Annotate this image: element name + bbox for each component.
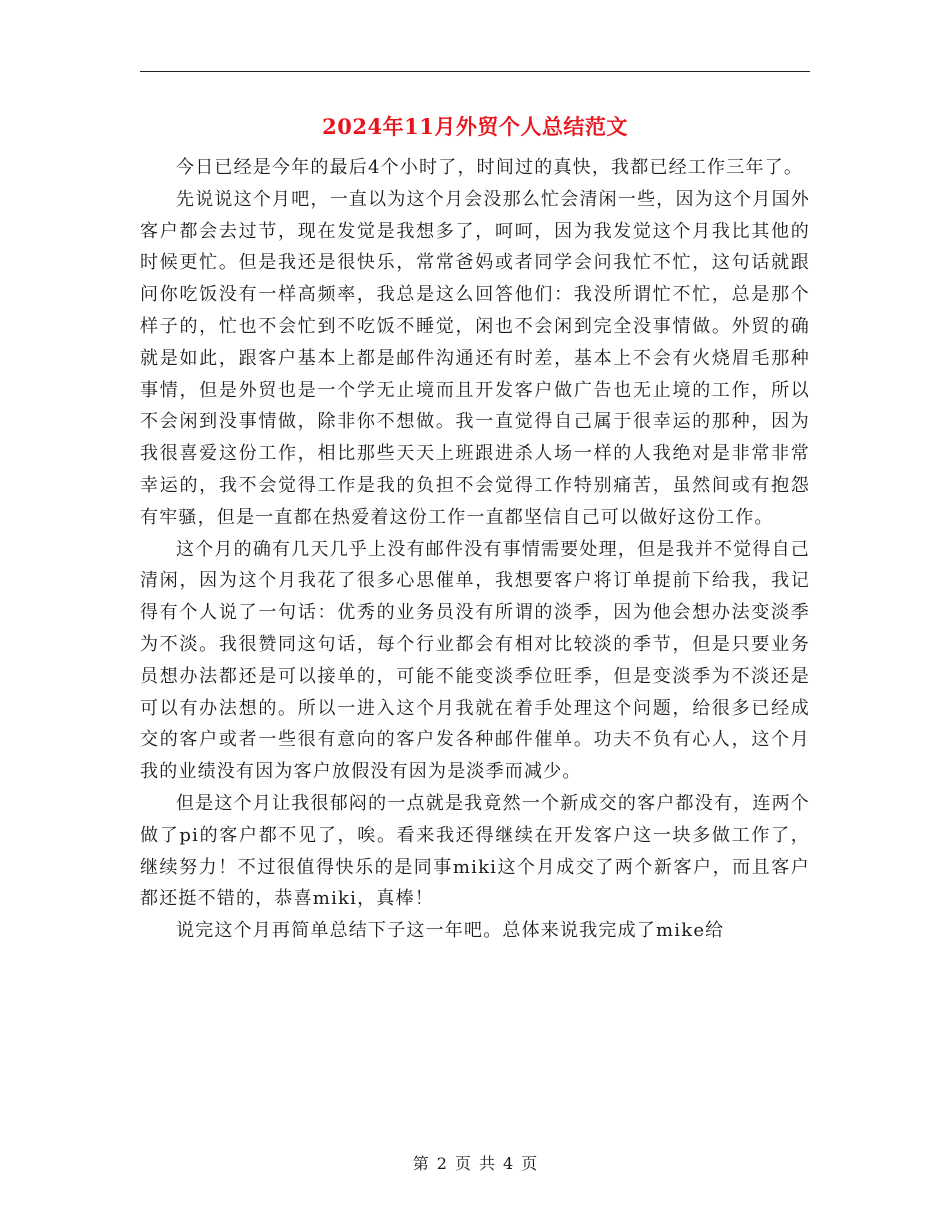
footer-total-label: 共 — [479, 1154, 496, 1173]
paragraph: 说完这个月再简单总结下子这一年吧。总体来说我完成了mike给 — [176, 920, 725, 942]
paragraph: 今日已经是今年的最后4个小时了，时间过的真快，我都已经工作三年了。 — [176, 157, 804, 178]
footer-total-unit: 页 — [521, 1154, 538, 1173]
document-body — [140, 152, 810, 947]
footer-page-label: 第 — [412, 1154, 429, 1173]
page-footer — [0, 1152, 950, 1176]
paragraph: 但是这个月让我很郁闷的一点就是我竟然一个新成交的客户都没有，连两个做了pi的客户都不见了，唉。看来我还得继续在开发客户这一块多做工作了，继续努力！不过很值得快乐的是同事miki这个月成交了两个新客户，而且客户都还挺不错的，恭喜miki，真棒！ — [140, 792, 810, 910]
footer-page-current: 2 — [436, 1154, 447, 1173]
document-title: 2024年11月外贸个人总结范文 — [322, 114, 628, 139]
paragraph: 这个月的确有几天几乎上没有邮件没有事情需要处理，但是我并不觉得自己清闲，因为这个月我花了很多心思催单，我想要客户将订单提前下给我，我记得有个人说了一句话：优秀的业务员没有所谓的淡季，因为他会想办法变淡季为不淡。我很赞同这句话，每个行业都会有相对比较淡的季节，但是只要业务员想办法都还是可以接单的，可能不能变淡季位旺季，但是变淡季为不淡还是可以有办法想的。所以一进入这个月我就在着手处理这个问题，给很多已经成交的客户或者一些很有意向的客户发各种邮件催单。功夫不负有心人，这个月我的业绩没有因为客户放假没有因为是淡季而减少。 — [140, 538, 810, 783]
paragraph: 先说说这个月吧，一直以为这个月会没那么忙会清闲一些，因为这个月国外客户都会去过节，现在发觉是我想多了，呵呵，因为我发觉这个月我比其他的时候更忙。但是我还是很快乐，常常爸妈或者同学会问我忙不忙，这句话就跟问你吃饭没有一样高频率，我总是这么回答他们：我没所谓忙不忙，总是那个样子的，忙也不会忙到不吃饭不睡觉，闲也不会闲到完全没事情做。外贸的确就是如此，跟客户基本上都是邮件沟通还有时差，基本上不会有火烧眉毛那种事情，但是外贸也是一个学无止境而且开发客户做广告也无止境的工作，所以不会闲到没事情做，除非你不想做。我一直觉得自己属于很幸运的那种，因为我很喜爱这份工作，相比那些天天上班跟进杀人场一样的人我绝对是非常非常幸运的，我不会觉得工作是我的负担不会觉得工作特别痛苦，虽然间或有抱怨有牢骚，但是一直都在热爱着这份工作一直都坚信自己可以做好这份工作。 — [140, 188, 810, 528]
footer-page-total: 4 — [503, 1154, 514, 1173]
footer-page-unit: 页 — [454, 1154, 471, 1173]
header-rule — [140, 71, 810, 72]
